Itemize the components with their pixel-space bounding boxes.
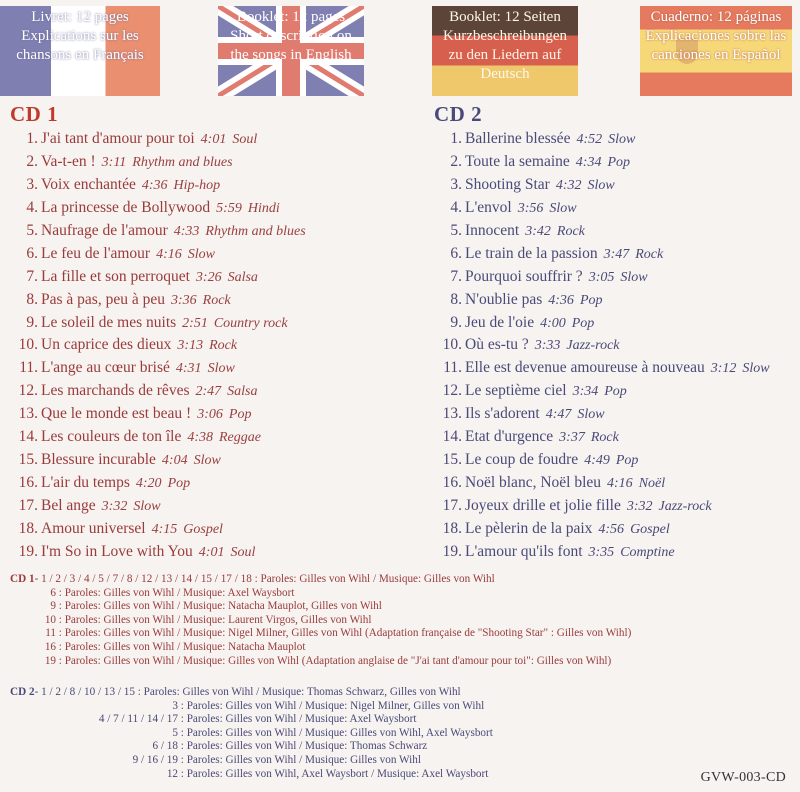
track-title: Noël blanc, Noël bleu [465, 474, 602, 492]
track-genre: Country rock [213, 315, 288, 331]
track-number: 19. [18, 542, 38, 560]
track-duration: 4:47 [545, 407, 572, 423]
track-row [432, 334, 800, 357]
track-title: Le pèlerin de la paix [465, 519, 593, 537]
track-genre: Rhythm and blues [205, 223, 306, 239]
credit-track-numbers: - 1 / 2 / 8 / 10 / 13 / 15 [34, 686, 135, 698]
track-duration: 3:35 [588, 544, 615, 560]
track-title: Innocent [465, 221, 520, 239]
credit-text: : Paroles: Gilles von Wihl / Musique: Gilles von Wihl [178, 753, 421, 766]
track-title: Jeu de l'oie [465, 313, 535, 331]
english-booklet-note: Booklet: 12 pages Short description on the songs in English [230, 9, 352, 63]
track-duration: 4:15 [151, 521, 178, 537]
track-row [432, 128, 800, 151]
track-title: Voix enchantée [41, 175, 136, 193]
track-title: Bel ange [41, 497, 96, 514]
track-genre: Gospel [183, 521, 223, 537]
track-title: Etat d'urgence [465, 428, 554, 446]
track-genre: Hindi [247, 200, 280, 216]
track-title: Les couleurs de ton île [41, 428, 182, 446]
track-row [8, 289, 428, 312]
track-row [432, 243, 800, 266]
track-row [8, 518, 428, 541]
credit-line [10, 768, 790, 782]
credit-text: : Paroles: Gilles von Wihl, Axel Waysbort / Musique: Axel Waysbort [178, 767, 489, 780]
german-flag [432, 6, 578, 96]
track-duration: 3:05 [588, 269, 615, 285]
track-number: 6. [450, 244, 462, 262]
track-genre: Noël [638, 476, 666, 492]
track-genre: Slow [549, 200, 577, 216]
credit-text: : Paroles: Gilles von Wihl / Musique: Gilles von Wihl, Axel Waysbort [178, 726, 493, 739]
credit-line [10, 740, 790, 754]
credit-track-numbers: 9 / 16 / 19 [132, 753, 178, 766]
track-title: Naufrage de l'amour [41, 221, 168, 239]
track-number: 15. [442, 451, 462, 469]
track-title: Ballerine blessée [465, 130, 571, 147]
track-genre: Slow [577, 407, 605, 423]
cd1-heading: CD 1 [10, 102, 59, 126]
credit-track-numbers: 3 [172, 699, 178, 712]
track-row [8, 243, 428, 266]
uk-flag [218, 6, 364, 96]
track-duration: 4:33 [173, 223, 200, 239]
french-booklet-note: Livret: 12 pages Explications sur les chansons en Français [16, 9, 144, 63]
track-genre: Pop [607, 154, 631, 170]
track-duration: 4:16 [607, 476, 633, 492]
spanish-booklet-note: Cuaderno: 12 páginas Explicaciones sobre las canciones en Español [645, 9, 787, 63]
track-duration: 4:31 [175, 361, 202, 377]
track-number: 13. [442, 405, 462, 423]
track-duration: 3:13 [177, 338, 204, 354]
track-number: 4. [26, 198, 38, 216]
track-title: Le septième ciel [465, 382, 567, 400]
track-number: 8. [26, 290, 38, 308]
track-number: 8. [450, 290, 462, 308]
credit-text: : Paroles: Gilles von Wihl / Musique: Axel Waysbort [178, 713, 417, 726]
track-row [432, 197, 800, 220]
track-genre: Slow [207, 361, 235, 377]
track-row [432, 518, 800, 541]
track-genre: Slow [620, 269, 648, 285]
track-title: Elle est devenue amoureuse à nouveau [465, 359, 705, 377]
track-row [8, 312, 428, 335]
track-genre: Slow [608, 132, 636, 147]
track-row [8, 380, 428, 403]
track-title: Le soleil de mes nuits [41, 313, 177, 331]
track-genre: Rock [209, 338, 238, 354]
track-duration: 3:34 [572, 384, 599, 400]
track-genre: Slow [587, 177, 615, 193]
track-genre: Pop [571, 315, 595, 331]
track-number: 14. [442, 428, 462, 446]
track-number: 11. [443, 359, 462, 377]
track-genre: Reggae [219, 430, 261, 446]
track-genre: Slow [742, 361, 770, 377]
credit-text: : Paroles: Gilles von Wihl / Musique: Thomas Schwarz [178, 740, 428, 753]
track-title: Amour universel [41, 519, 146, 537]
credit-track-numbers: 9 [50, 600, 56, 613]
language-flags [0, 0, 800, 104]
track-title: Shooting Star [465, 175, 550, 193]
track-row [432, 151, 800, 174]
track-number: 3. [26, 175, 38, 193]
track-title: Pourquoi souffrir ? [465, 267, 583, 285]
track-number: 11. [19, 359, 38, 377]
track-number: 17. [18, 497, 38, 514]
track-duration: 3:36 [170, 292, 197, 308]
track-duration: 4:56 [598, 521, 625, 537]
credit-cd-label: CD 1 [10, 573, 35, 585]
track-duration: 3:37 [559, 430, 585, 446]
track-row [8, 495, 428, 518]
track-row [8, 472, 428, 495]
track-duration: 3:26 [195, 269, 222, 285]
credit-line [10, 713, 790, 727]
track-title: La princesse de Bollywood [41, 198, 211, 216]
track-row [8, 266, 428, 289]
credit-track-numbers: 16 [44, 640, 56, 653]
credit-line [10, 641, 790, 655]
track-title: I'm So in Love with You [41, 542, 193, 560]
track-row [8, 197, 428, 220]
track-genre: Slow [193, 453, 221, 469]
track-duration: 3:33 [534, 338, 561, 354]
track-genre: Hip-hop [173, 177, 221, 193]
credit-text: : Paroles: Gilles von Wihl / Musique: Natacha Mauplot, Gilles von Wihl [56, 600, 382, 613]
track-row [432, 289, 800, 312]
credit-track-numbers: 11 [45, 627, 56, 640]
track-title: Pas à pas, peu à peu [41, 290, 165, 308]
track-duration: 4:38 [187, 430, 213, 446]
track-number: 18. [442, 519, 462, 537]
cd2-credits [10, 686, 790, 781]
cd2-track-list [432, 128, 800, 564]
track-number: 2. [26, 152, 38, 170]
credit-track-numbers: 4 / 7 / 11 / 14 / 17 [98, 713, 178, 726]
track-genre: Slow [187, 246, 215, 262]
track-genre: Pop [228, 407, 252, 423]
credit-track-numbers: 5 [172, 726, 178, 739]
track-row [432, 495, 800, 518]
credit-cd-label: CD 2 [10, 686, 35, 698]
track-row [432, 541, 800, 564]
track-row [8, 449, 428, 472]
track-number: 12. [18, 382, 38, 400]
track-title: La fille et son perroquet [41, 267, 190, 285]
track-row [8, 128, 428, 151]
track-row [8, 151, 428, 174]
track-row [432, 266, 800, 289]
credit-text: : Paroles: Gilles von Wihl / Musique: Gilles von Wihl [251, 573, 495, 585]
credit-line [10, 727, 790, 741]
credit-line [10, 600, 790, 614]
track-title: Le train de la passion [465, 244, 598, 262]
track-title: L'ange au cœur brisé [41, 359, 170, 377]
credit-track-numbers: 6 [50, 586, 56, 599]
track-row [8, 220, 428, 243]
track-title: Le feu de l'amour [41, 244, 151, 262]
catalog-number: GVW-003-CD [700, 770, 786, 785]
track-title: L'envol [465, 198, 512, 216]
track-row [8, 174, 428, 197]
credit-track-numbers: - 1 / 2 / 3 / 4 / 5 / 7 / 8 / 12 / 13 / 14 / 15 / 17 / 18 [34, 573, 252, 585]
track-duration: 3:32 [626, 499, 653, 514]
track-title: L'amour qu'ils font [465, 542, 583, 560]
credit-line [10, 655, 790, 669]
track-row [432, 472, 800, 495]
track-number: 1. [450, 130, 462, 147]
track-title: L'air du temps [41, 474, 130, 492]
track-number: 16. [442, 474, 462, 492]
track-number: 4. [450, 198, 462, 216]
track-genre: Rhythm and blues [132, 154, 233, 170]
credit-track-numbers: 10 [44, 613, 56, 626]
track-duration: 3:56 [517, 200, 544, 216]
spanish-flag [640, 6, 792, 96]
track-genre: Rock [635, 246, 664, 262]
credit-track-numbers: 6 / 18 [152, 740, 178, 753]
french-flag [0, 6, 160, 96]
credit-text: : Paroles: Gilles von Wihl / Musique: Gilles von Wihl (Adaptation anglaise de "J'ai tant d'amour pour toi": Gilles von Wihl) [56, 654, 612, 667]
track-duration: 4:01 [200, 132, 227, 147]
track-duration: 4:52 [576, 132, 603, 147]
credit-track-numbers: 19 [44, 654, 56, 667]
track-row [432, 426, 800, 449]
track-title: Les marchands de rêves [41, 382, 190, 400]
track-number: 9. [450, 313, 462, 331]
track-title: Que le monde est beau ! [41, 405, 192, 423]
track-genre: Rock [202, 292, 231, 308]
track-genre: Soul [232, 132, 258, 147]
track-number: 15. [18, 451, 38, 469]
track-genre: Jazz-rock [658, 499, 712, 514]
track-genre: Slow [133, 499, 161, 514]
track-duration: 2:51 [182, 315, 208, 331]
track-title: N'oublie pas [465, 290, 543, 308]
credit-line [10, 754, 790, 768]
track-duration: 4:32 [555, 177, 582, 193]
cd2-heading: CD 2 [434, 102, 483, 126]
track-number: 17. [442, 497, 462, 514]
track-row [8, 334, 428, 357]
track-number: 18. [18, 519, 38, 537]
track-genre: Rock [590, 430, 619, 446]
track-number: 9. [26, 313, 38, 331]
track-duration: 4:16 [156, 246, 182, 262]
german-booklet-note: Booklet: 12 Seiten Kurzbeschreibungen zu den Liedern auf Deutsch [442, 9, 568, 82]
track-duration: 4:34 [575, 154, 602, 170]
track-duration: 4:01 [198, 544, 225, 560]
track-genre: Soul [230, 544, 256, 560]
track-number: 19. [442, 542, 462, 560]
track-duration: 3:47 [603, 246, 630, 262]
cd1-track-list [8, 128, 428, 564]
track-number: 14. [18, 428, 38, 446]
cd1-credits [10, 573, 790, 668]
track-genre: Jazz-rock [566, 338, 620, 354]
track-genre: Rock [556, 223, 585, 239]
credit-text: : Paroles: Gilles von Wihl / Musique: Axel Waysbort [56, 586, 295, 599]
track-row [8, 403, 428, 426]
track-duration: 4:00 [540, 315, 566, 331]
credit-line [10, 573, 790, 587]
credit-track-numbers: 12 [166, 767, 178, 780]
track-title: Va-t-en ! [41, 152, 96, 170]
credit-text: : Paroles: Gilles von Wihl / Musique: Nigel Milner, Gilles von Wihl [178, 699, 485, 712]
track-number: 10. [18, 336, 38, 354]
track-duration: 5:59 [216, 200, 242, 216]
track-duration: 3:06 [197, 407, 223, 423]
track-title: Ils s'adorent [465, 405, 540, 423]
credit-text: : Paroles: Gilles von Wihl / Musique: Laurent Virgos, Gilles von Wihl [56, 613, 372, 626]
credit-line [10, 627, 790, 641]
track-number: 3. [450, 175, 462, 193]
track-genre: Pop [615, 453, 639, 469]
track-number: 16. [18, 474, 38, 492]
track-duration: 4:36 [548, 292, 574, 308]
track-duration: 4:36 [141, 177, 168, 193]
track-duration: 3:32 [101, 499, 128, 514]
track-row [432, 312, 800, 335]
credit-line [10, 587, 790, 601]
track-duration: 3:42 [525, 223, 551, 239]
track-row [432, 174, 800, 197]
track-number: 2. [450, 152, 462, 170]
track-duration: 2:47 [195, 384, 222, 400]
track-duration: 3:12 [710, 361, 737, 377]
track-duration: 3:11 [101, 154, 127, 170]
track-row [432, 403, 800, 426]
track-genre: Pop [579, 292, 603, 308]
track-duration: 4:04 [161, 453, 188, 469]
credit-line [10, 700, 790, 714]
track-title: Toute la semaine [465, 152, 570, 170]
track-row [8, 541, 428, 564]
track-title: Le coup de foudre [465, 451, 579, 469]
track-duration: 4:20 [135, 476, 162, 492]
track-number: 6. [26, 244, 38, 262]
track-number: 13. [18, 405, 38, 423]
credit-text: : Paroles: Gilles von Wihl / Musique: Nigel Milner, Gilles von Wihl (Adaptation française de "Shooting Star" : Gilles von Wihl) [56, 627, 632, 640]
track-row [432, 220, 800, 243]
track-row [432, 357, 800, 380]
track-genre: Salsa [227, 384, 258, 400]
track-genre: Salsa [227, 269, 258, 285]
track-number: 7. [450, 267, 462, 285]
track-genre: Comptine [620, 544, 675, 560]
track-row [8, 426, 428, 449]
track-genre: Gospel [630, 521, 670, 537]
track-row [432, 380, 800, 403]
track-genre: Pop [167, 476, 191, 492]
credit-line [10, 614, 790, 628]
track-number: 1. [26, 130, 38, 147]
track-number: 5. [450, 221, 462, 239]
track-title: Un caprice des dieux [41, 336, 172, 354]
credit-text: : Paroles: Gilles von Wihl / Musique: Thomas Schwarz, Gilles von Wihl [134, 686, 461, 698]
track-row [8, 357, 428, 380]
track-number: 7. [26, 267, 38, 285]
credit-line [10, 686, 790, 700]
track-title: Joyeux drille et jolie fille [465, 497, 621, 514]
track-title: Où es-tu ? [465, 336, 529, 354]
track-genre: Pop [604, 384, 627, 400]
credit-text: : Paroles: Gilles von Wihl / Musique: Natacha Mauplot [56, 640, 306, 653]
track-number: 12. [442, 382, 462, 400]
track-number: 10. [442, 336, 462, 354]
track-title: Blessure incurable [41, 451, 156, 469]
track-number: 5. [26, 221, 38, 239]
track-row [432, 449, 800, 472]
track-duration: 4:49 [584, 453, 610, 469]
track-title: J'ai tant d'amour pour toi [41, 130, 195, 147]
